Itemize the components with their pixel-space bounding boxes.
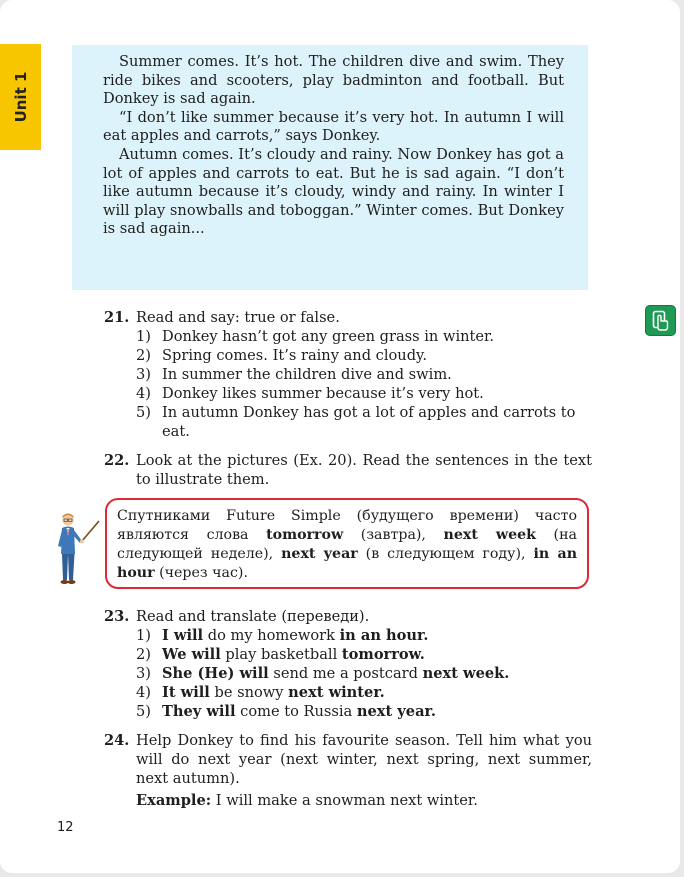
exercise-instruction: Read and say: true or false.	[136, 309, 340, 326]
item-number: 4)	[136, 385, 151, 402]
item-bold: She (He) will	[162, 665, 269, 682]
list-item	[104, 645, 592, 664]
item-text: send me a postcard	[268, 665, 423, 682]
item-number: 2)	[136, 347, 151, 364]
list-item	[104, 664, 592, 683]
item-text: Spring comes. It’s rainy and cloudy.	[162, 347, 427, 364]
unit-tab-label: Unit 1	[11, 71, 30, 123]
exercise-instruction: Look at the pictures (Ex. 20). Read the sentences in the text to illustrate them.	[136, 452, 592, 488]
item-text: Donkey hasn’t got any green grass in winter.	[162, 328, 495, 345]
exercise-23	[104, 607, 592, 721]
exercise-number: 24.	[104, 732, 130, 749]
list-item	[104, 403, 592, 441]
rule-text: (через час).	[154, 565, 248, 581]
interactive-resource-button[interactable]	[645, 305, 676, 336]
list-item	[104, 683, 592, 702]
item-number: 3)	[136, 366, 151, 383]
story-paragraph: “I don’t like summer because it’s very hot. In autumn I will eat apples and carrots,” says Donkey.	[103, 108, 564, 145]
item-text: play basketball	[220, 646, 342, 663]
item-number: 2)	[136, 646, 151, 663]
exercise-number: 21.	[104, 309, 130, 326]
rule-keyword: in an hour	[117, 546, 578, 581]
item-bold: They will	[162, 703, 236, 720]
list-item	[104, 702, 592, 721]
story-box	[72, 45, 588, 290]
story-paragraph: Autumn comes. It’s cloudy and rainy. Now Donkey has got a lot of apples and carrots to eat. But he is sad again. “I don’t like autumn because it’s cloudy, windy and rainy. In winter I will play snowballs and toboggan.” Winter comes. But Donkey is sad again...	[103, 145, 564, 238]
rule-keyword: next week	[443, 527, 536, 543]
story-paragraph: Summer comes. It’s hot. The children dive and swim. They ride bikes and scooters, play badminton and football. But Donkey is sad again.	[103, 53, 564, 108]
example-line	[136, 791, 592, 810]
item-number: 1)	[136, 328, 151, 345]
item-number: 5)	[136, 404, 151, 421]
rule-text: Спутниками Future Simple (будущего времени) часто являются слова	[117, 508, 577, 543]
example-text: I will make a snowman next winter.	[211, 792, 478, 809]
page-number: 12	[57, 820, 74, 835]
item-bold: tomorrow.	[341, 646, 425, 663]
item-text: come to Russia	[235, 703, 357, 720]
item-text: be snowy	[209, 684, 289, 701]
list-item	[104, 327, 592, 346]
item-bold: next year.	[356, 703, 436, 720]
item-text: In summer the children dive and swim.	[162, 366, 452, 383]
item-bold: in an hour.	[339, 627, 429, 644]
teacher-with-pointer-icon	[55, 512, 103, 586]
item-bold: next week.	[422, 665, 510, 682]
exercise-number: 22.	[104, 452, 130, 469]
item-number: 1)	[136, 627, 151, 644]
item-number: 3)	[136, 665, 151, 682]
exercise-24	[104, 731, 592, 810]
rule-keyword: next year	[281, 546, 358, 562]
exercise-22	[104, 451, 592, 489]
item-bold: next winter.	[288, 684, 385, 701]
item-text: In autumn Donkey has got a lot of apples and carrots to eat.	[162, 404, 576, 440]
statement-list	[104, 327, 592, 441]
item-bold: We will	[162, 646, 221, 663]
exercise-instruction: Read and translate (переведи).	[136, 608, 370, 625]
exercise-instruction: Help Donkey to find his favourite season. Tell him what you will do next year (next winter, next spring, next summer, next autumn).	[136, 732, 592, 787]
item-text: Donkey likes summer because it’s very hot.	[162, 385, 484, 402]
item-number: 5)	[136, 703, 151, 720]
exercise-21	[104, 308, 592, 441]
list-item	[104, 365, 592, 384]
item-number: 4)	[136, 684, 151, 701]
list-item	[104, 346, 592, 365]
list-item	[104, 626, 592, 645]
grammar-rule-box	[105, 498, 589, 589]
list-item	[104, 384, 592, 403]
item-bold: I will	[162, 627, 204, 644]
rule-text: (завтра),	[343, 527, 444, 543]
example-label: Example:	[136, 792, 212, 809]
unit-tab	[0, 44, 41, 150]
sentence-list	[104, 626, 592, 721]
exercise-number: 23.	[104, 608, 130, 625]
rule-keyword: tomorrow	[266, 527, 344, 543]
hand-pointer-icon	[645, 305, 676, 336]
item-text: do my homework	[203, 627, 340, 644]
rule-text: (в следующем году),	[357, 546, 534, 562]
rule-text: (на следующей неделе),	[117, 527, 577, 562]
item-bold: It will	[162, 684, 210, 701]
